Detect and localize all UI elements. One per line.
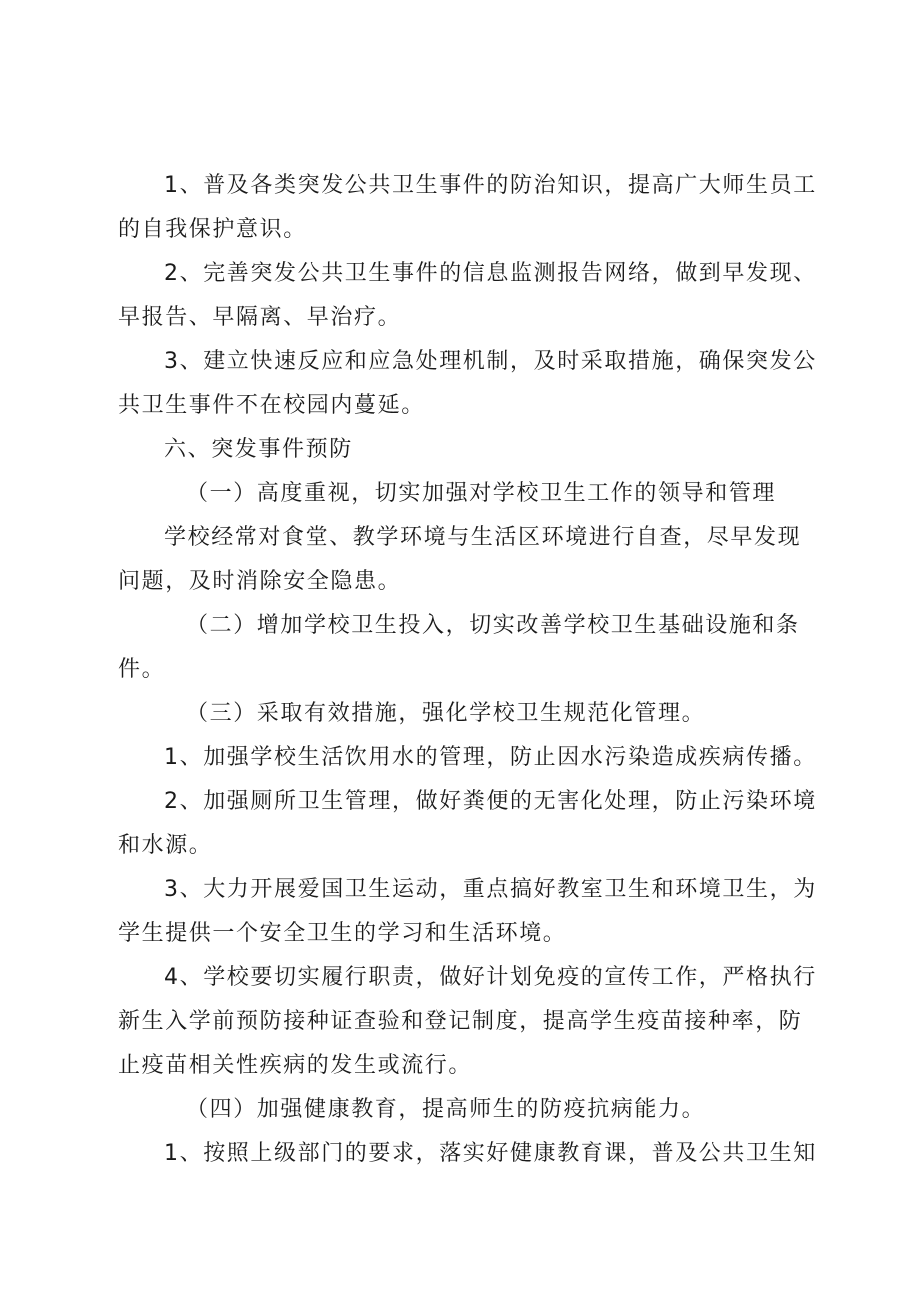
paragraph-3: 3、建立快速反应和应急处理机制，及时采取措施，确保突发公共卫生事件不在校园内蔓延。 <box>118 349 817 418</box>
paragraph-5: 1、加强学校生活饮用水的管理，防止因水污染造成疾病传播。 <box>164 745 817 770</box>
section-heading-6: 六、突发事件预防 <box>164 437 353 462</box>
subsection-heading-4: （四）加强健康教育，提高师生的防疫抗病能力。 <box>186 1097 706 1122</box>
paragraph-4: 学校经常对食堂、教学环境与生活区环境进行自查，尽早发现问题，及时消除安全隐患。 <box>118 525 802 594</box>
subsection-heading-2: （二）增加学校卫生投入，切实改善学校卫生基础设施和条件。 <box>118 613 800 682</box>
paragraph-2: 2、完善突发公共卫生事件的信息监测报告网络，做到早发现、早报告、早隔离、早治疗。 <box>118 261 817 330</box>
paragraph-7: 3、大力开展爱国卫生运动，重点搞好教室卫生和环境卫生，为学生提供一个安全卫生的学习和生活环境。 <box>118 877 817 946</box>
document-body <box>118 164 818 1176</box>
subsection-heading-3: （三）采取有效措施，强化学校卫生规范化管理。 <box>186 701 706 726</box>
paragraph-9: 1、按照上级部门的要求，落实好健康教育课，普及公共卫生知 <box>164 1141 817 1166</box>
paragraph-1: 1、普及各类突发公共卫生事件的防治知识，提高广大师生员工的自我保护意识。 <box>118 173 817 242</box>
paragraph-8: 4、学校要切实履行职责，做好计划免疫的宣传工作，严格执行新生入学前预防接种证查验和登记制度，提高学生疫苗接种率，防止疫苗相关性疾病的发生或流行。 <box>118 965 817 1078</box>
subsection-heading-1: （一）高度重视，切实加强对学校卫生工作的领导和管理 <box>186 481 777 506</box>
paragraph-6: 2、加强厕所卫生管理，做好粪便的无害化处理，防止污染环境和水源。 <box>118 789 817 858</box>
